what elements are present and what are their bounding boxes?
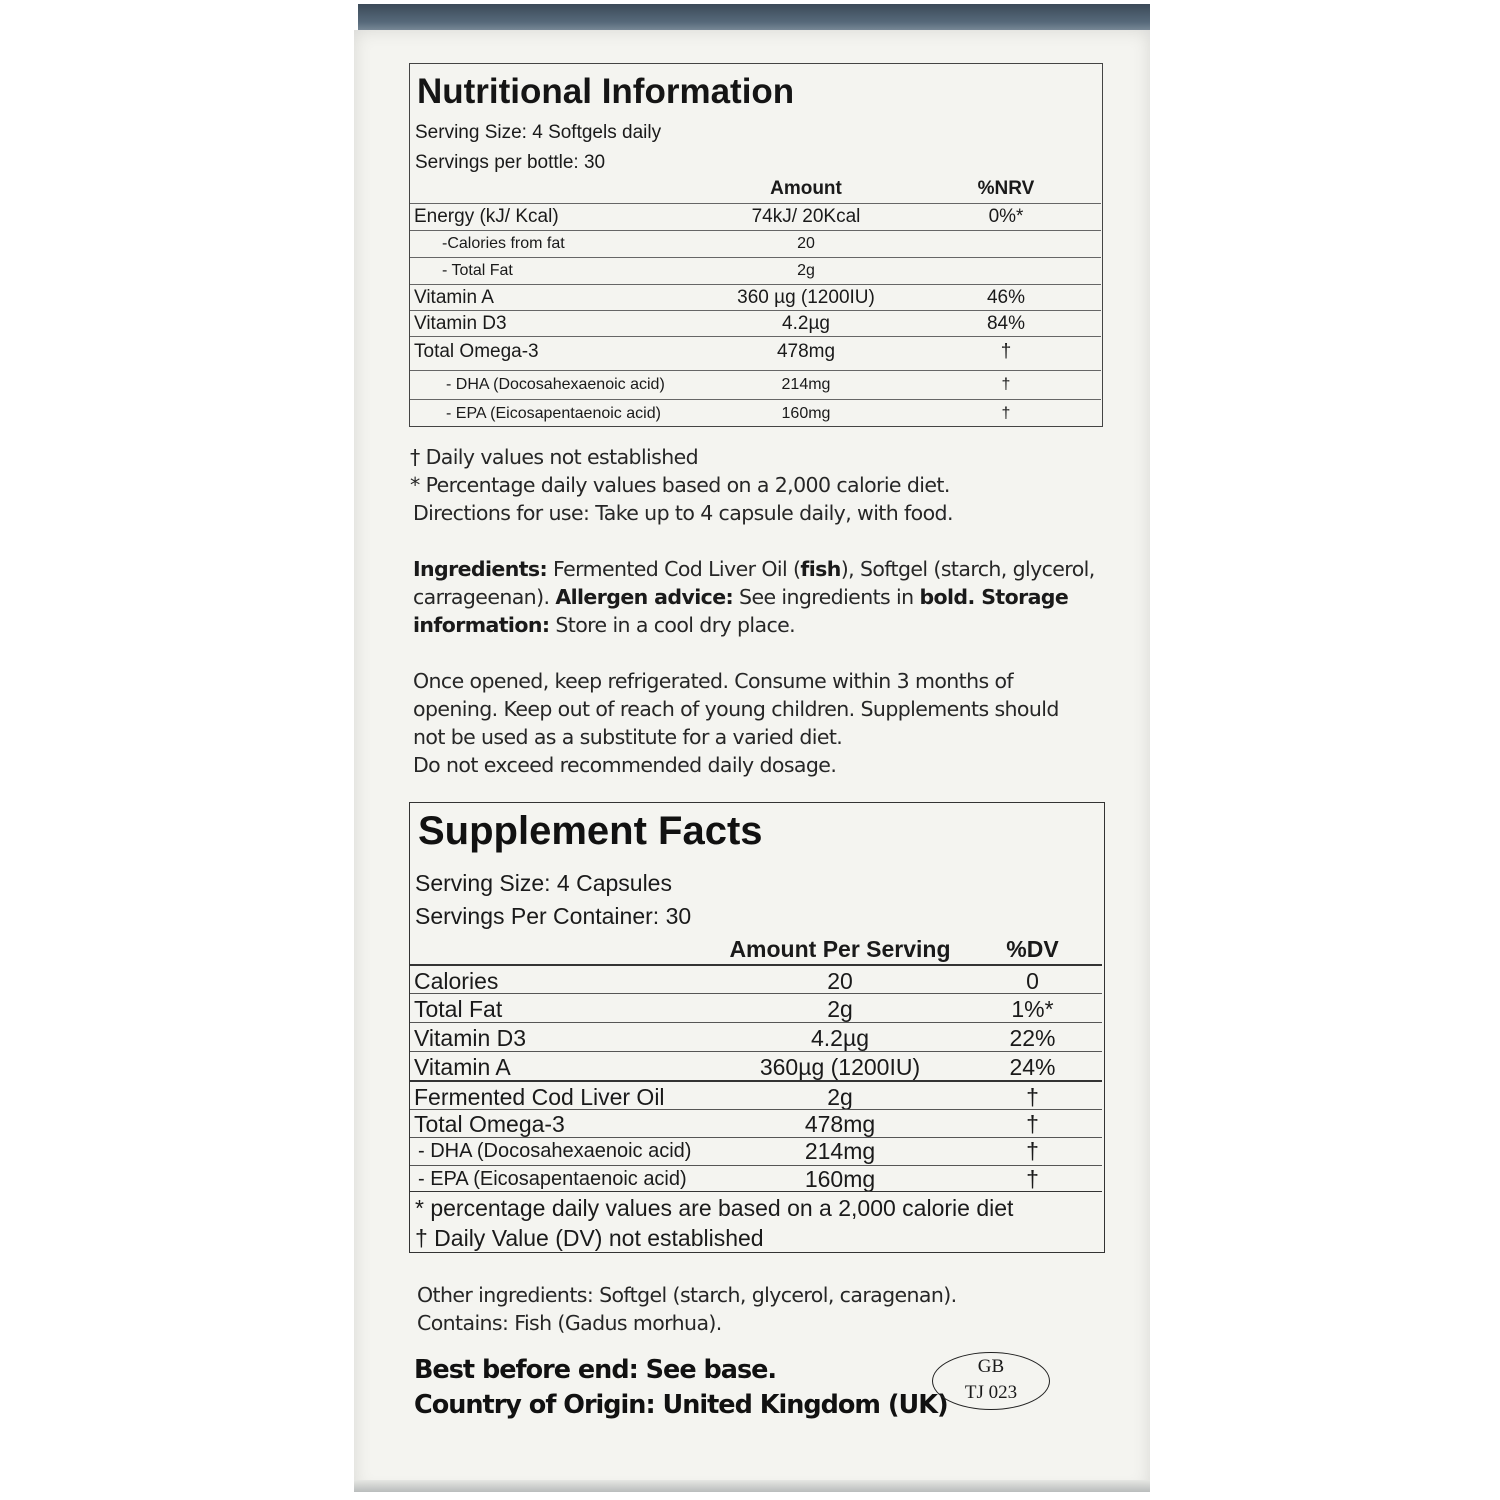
country-of-origin: Country of Origin: United Kingdom (UK) [414, 1390, 948, 1420]
advice-line-1: Once opened, keep refrigerated. Consume within 3 months of [413, 669, 1014, 693]
row-amount: 20 [797, 235, 815, 252]
best-before: Best before end: See base. [414, 1355, 777, 1385]
other-ingredients: Other ingredients: Softgel (starch, glycerol, caragenan). [417, 1283, 957, 1307]
row-dv: † [1026, 1138, 1039, 1164]
ingredients-text: ), Softgel (starch, glycerol, [840, 557, 1095, 581]
nutritional-serving-size: Serving Size: 4 Softgels daily [415, 122, 662, 143]
row-label: Vitamin A [414, 1054, 511, 1080]
supplement-facts-table [409, 802, 1105, 1253]
supplement-col-amount: Amount Per Serving [729, 936, 951, 962]
row-dv: † [1026, 1084, 1039, 1110]
row-label: - Total Fat [442, 262, 513, 279]
nutritional-col-nrv: %NRV [977, 178, 1035, 199]
row-label: - DHA (Docosahexaenoic acid) [446, 376, 665, 393]
storage-text: Store in a cool dry place. [549, 613, 796, 637]
row-nrv: † [1001, 376, 1011, 393]
row-dv: 24% [1009, 1054, 1056, 1080]
ingredients-text: Fermented Cod Liver Oil ( [547, 557, 801, 581]
row-label: - EPA (Eicosapentaenoic acid) [446, 405, 661, 422]
table-row [410, 993, 1102, 1022]
note-asterisk: * Percentage daily values based on a 2,000 calorie diet. [410, 473, 950, 497]
row-amount: 360 µg (1200IU) [737, 287, 875, 308]
identification-mark [932, 1352, 1050, 1410]
row-label: Vitamin D3 [414, 313, 507, 334]
row-label: Vitamin A [414, 287, 494, 308]
advice-line-2: opening. Keep out of reach of young children. Supplements should [413, 697, 1059, 721]
note-dagger: † Daily values not established [410, 445, 699, 469]
table-row [410, 1022, 1102, 1051]
row-amount: 160mg [804, 1166, 876, 1192]
row-dv: 0 [1026, 968, 1039, 994]
allergen-bold-text: bold. Storage [919, 585, 1069, 609]
row-amount: 2g [827, 1084, 853, 1110]
row-label: -Calories from fat [442, 235, 565, 252]
row-label: Energy (kJ/ Kcal) [414, 206, 559, 227]
nutritional-title: Nutritional Information [417, 72, 795, 111]
row-nrv: † [1001, 405, 1011, 422]
table-row [410, 230, 1101, 257]
table-row [410, 203, 1101, 230]
table-row [410, 257, 1101, 284]
row-dv: 1%* [1011, 996, 1054, 1022]
allergen-label: Allergen advice: [555, 585, 734, 609]
row-amount: 2g [827, 996, 853, 1022]
row-amount: 360µg (1200IU) [759, 1054, 921, 1080]
nutritional-col-amount: Amount [770, 178, 842, 199]
table-row [410, 370, 1101, 399]
storage-line [413, 613, 795, 637]
allergen-text: See ingredients in [733, 585, 920, 609]
advice-line-4: Do not exceed recommended daily dosage. [413, 753, 837, 777]
ingredients-allergen-fish: fish [800, 557, 841, 581]
ingredients-line-1 [413, 557, 1095, 581]
table-divider [410, 1191, 1102, 1192]
row-label: Total Omega-3 [414, 341, 539, 362]
table-row [410, 1109, 1102, 1137]
row-amount: 2g [797, 262, 815, 279]
supplement-footnote-asterisk: * percentage daily values are based on a 2,000 calorie diet [415, 1195, 1014, 1221]
supplement-col-dv: %DV [1006, 936, 1059, 962]
row-label: - DHA (Docosahexaenoic acid) [418, 1140, 692, 1162]
row-nrv: 84% [986, 313, 1026, 334]
ingredients-line-2 [413, 585, 1068, 609]
row-label: Total Omega-3 [414, 1111, 565, 1137]
row-dv: † [1026, 1166, 1039, 1192]
supplement-footnote-dagger: † Daily Value (DV) not established [415, 1225, 764, 1251]
nutritional-servings-per: Servings per bottle: 30 [415, 152, 606, 173]
row-nrv: 46% [986, 287, 1026, 308]
supplement-title: Supplement Facts [418, 809, 763, 853]
storage-label: information: [413, 613, 550, 637]
advice-line-3: not be used as a substitute for a varied diet. [413, 725, 843, 749]
row-amount: 478mg [804, 1111, 876, 1137]
supplement-servings-per: Servings Per Container: 30 [415, 903, 692, 929]
row-amount: 4.2µg [810, 1025, 870, 1051]
ingredients-label: Ingredients: [413, 557, 548, 581]
row-amount: 214mg [804, 1138, 876, 1164]
row-nrv: 0%* [988, 206, 1024, 227]
row-dv: † [1026, 1111, 1039, 1137]
table-row [410, 1137, 1102, 1165]
row-label: Fermented Cod Liver Oil [414, 1084, 665, 1110]
mark-code: TJ 023 [964, 1382, 1018, 1403]
box-bottom-edge [354, 1480, 1150, 1492]
row-label: - EPA (Eicosapentaenoic acid) [418, 1168, 687, 1190]
table-row [410, 1051, 1102, 1080]
supplement-serving-size: Serving Size: 4 Capsules [415, 870, 672, 896]
note-directions: Directions for use: Take up to 4 capsule daily, with food. [413, 501, 953, 525]
row-label: Calories [414, 968, 499, 994]
table-row [410, 336, 1101, 370]
row-amount: 74kJ/ 20Kcal [751, 206, 861, 227]
row-amount: 20 [827, 968, 853, 994]
table-row [410, 1165, 1102, 1192]
table-row [410, 284, 1101, 311]
row-amount: 160mg [781, 405, 831, 422]
mark-country: GB [977, 1356, 1005, 1377]
row-nrv: † [1000, 341, 1012, 362]
row-amount: 478mg [776, 341, 836, 362]
row-amount: 214mg [781, 376, 831, 393]
table-row [410, 399, 1101, 426]
row-label: Total Fat [414, 996, 503, 1022]
table-row [410, 964, 1102, 994]
table-row [410, 310, 1101, 337]
ingredients-text: carrageenan). [413, 585, 556, 609]
row-amount: 4.2µg [782, 313, 830, 334]
contains-line: Contains: Fish (Gadus morhua). [417, 1311, 722, 1335]
row-label: Vitamin D3 [414, 1025, 527, 1051]
row-dv: 22% [1009, 1025, 1056, 1051]
table-row [410, 1080, 1102, 1110]
nutritional-information-table [409, 63, 1103, 427]
